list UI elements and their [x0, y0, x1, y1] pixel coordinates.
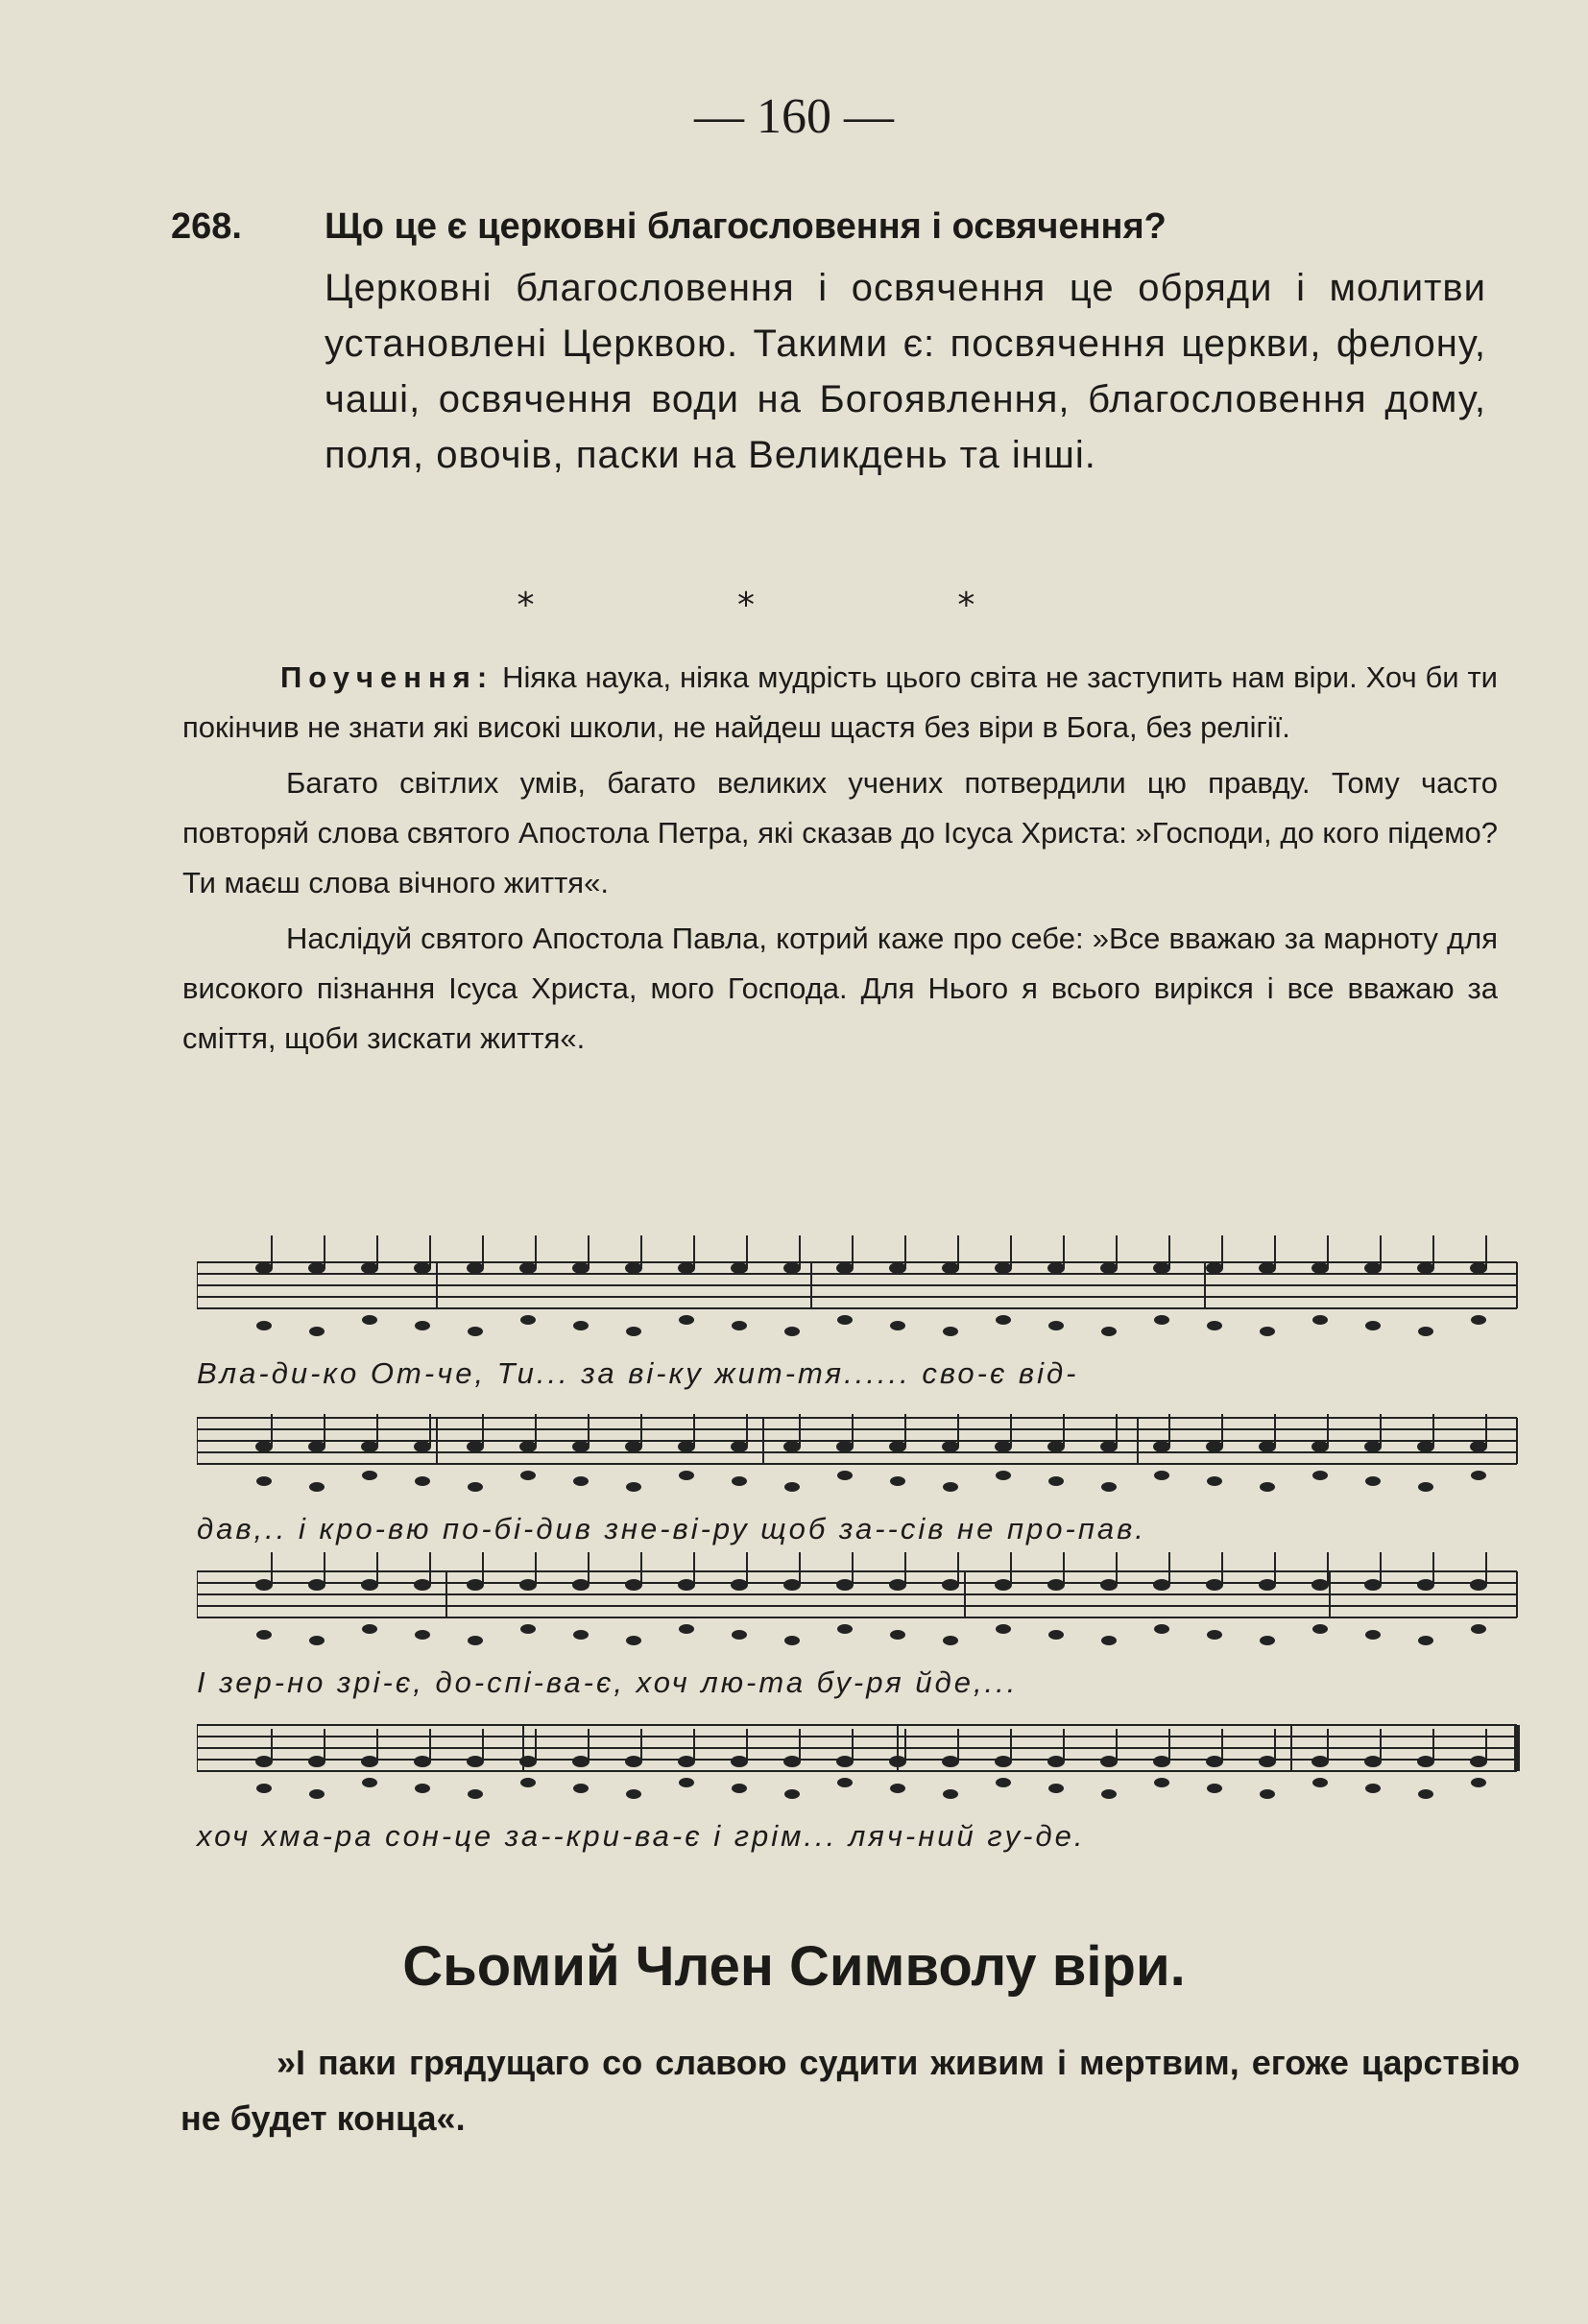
- note-head: [1364, 1262, 1382, 1274]
- note-head: [308, 1441, 325, 1452]
- note-head: [468, 1636, 483, 1645]
- note-head: [572, 1579, 589, 1591]
- note-head: [520, 1778, 536, 1787]
- note-head: [942, 1441, 959, 1452]
- note-head: [678, 1441, 695, 1452]
- note-head: [256, 1476, 272, 1486]
- note-head: [1047, 1262, 1065, 1274]
- note-head: [783, 1756, 801, 1767]
- note-head: [1206, 1262, 1223, 1274]
- note-head: [573, 1784, 589, 1793]
- note-head: [573, 1630, 589, 1640]
- note-head: [679, 1778, 694, 1787]
- note-head: [678, 1756, 695, 1767]
- note-head: [625, 1756, 642, 1767]
- lyric-line: Вла-ди-ко От-че, Ти... за ві-ку жит-тя...... сво-є від-: [197, 1356, 1079, 1390]
- note-head: [783, 1262, 801, 1274]
- note-head: [1206, 1756, 1223, 1767]
- note-head: [1154, 1471, 1169, 1480]
- note-head: [572, 1756, 589, 1767]
- note-head: [626, 1789, 641, 1799]
- note-head: [995, 1756, 1012, 1767]
- note-head: [1207, 1784, 1222, 1793]
- note-head: [1259, 1756, 1276, 1767]
- note-head: [308, 1262, 325, 1274]
- note-head: [361, 1756, 378, 1767]
- note-head: [626, 1636, 641, 1645]
- note-head: [1417, 1262, 1434, 1274]
- note-head: [362, 1315, 377, 1325]
- note-head: [1153, 1441, 1170, 1452]
- note-head: [1153, 1579, 1170, 1591]
- note-head: [415, 1784, 430, 1793]
- note-head: [1364, 1756, 1382, 1767]
- note-head: [1047, 1756, 1065, 1767]
- note-head: [784, 1789, 800, 1799]
- note-head: [731, 1262, 748, 1274]
- note-head: [836, 1441, 854, 1452]
- note-head: [732, 1630, 747, 1640]
- note-head: [837, 1471, 853, 1480]
- teaching-paragraph: Наслідуй святого Апостола Павла, котрий каже про себе: »Все вважаю за марноту для високого пізнання Ісуса Христа, мого Господа. Для Нього я всього вирікся і все вважаю за сміття, щоби зискати життя«.: [182, 922, 1498, 1055]
- note-head: [1470, 1441, 1487, 1452]
- note-head: [256, 1321, 272, 1330]
- note-head: [1153, 1262, 1170, 1274]
- note-head: [943, 1636, 958, 1645]
- note-head: [836, 1756, 854, 1767]
- note-head: [1365, 1321, 1381, 1330]
- note-head: [361, 1579, 378, 1591]
- note-head: [1207, 1321, 1222, 1330]
- note-head: [995, 1579, 1012, 1591]
- note-head: [678, 1579, 695, 1591]
- note-head: [996, 1315, 1011, 1325]
- note-head: [783, 1579, 801, 1591]
- note-head: [1417, 1441, 1434, 1452]
- note-head: [1048, 1476, 1064, 1486]
- note-head: [1259, 1579, 1276, 1591]
- note-head: [1206, 1579, 1223, 1591]
- note-head: [732, 1476, 747, 1486]
- note-head: [890, 1476, 905, 1486]
- note-head: [1047, 1441, 1065, 1452]
- note-head: [837, 1315, 853, 1325]
- note-head: [626, 1482, 641, 1492]
- page-number: — 160 —: [694, 89, 894, 144]
- note-head: [679, 1624, 694, 1634]
- note-head: [1311, 1441, 1329, 1452]
- note-head: [837, 1624, 853, 1634]
- note-head: [783, 1441, 801, 1452]
- note-head: [996, 1624, 1011, 1634]
- note-head: [679, 1471, 694, 1480]
- note-head: [467, 1756, 484, 1767]
- note-head: [1048, 1321, 1064, 1330]
- note-head: [1364, 1579, 1382, 1591]
- note-head: [1154, 1315, 1169, 1325]
- note-head: [1471, 1778, 1486, 1787]
- note-head: [255, 1441, 273, 1452]
- note-head: [309, 1482, 325, 1492]
- note-head: [1048, 1784, 1064, 1793]
- note-head: [889, 1756, 906, 1767]
- note-head: [995, 1441, 1012, 1452]
- note-head: [890, 1630, 905, 1640]
- note-head: [1418, 1636, 1433, 1645]
- note-head: [890, 1784, 905, 1793]
- note-head: [889, 1579, 906, 1591]
- note-head: [1311, 1756, 1329, 1767]
- question-title: Що це є церковні благословення і освячення?: [325, 206, 1167, 247]
- note-head: [309, 1636, 325, 1645]
- note-head: [1470, 1262, 1487, 1274]
- note-head: [1312, 1315, 1328, 1325]
- note-head: [1154, 1778, 1169, 1787]
- section-title: Сьомий Член Символу віри.: [402, 1935, 1186, 1998]
- music-staves: [197, 1234, 1531, 1867]
- note-head: [626, 1327, 641, 1336]
- note-head: [1101, 1789, 1117, 1799]
- note-head: [942, 1756, 959, 1767]
- note-head: [1365, 1784, 1381, 1793]
- note-head: [1259, 1441, 1276, 1452]
- note-head: [572, 1441, 589, 1452]
- note-head: [519, 1579, 537, 1591]
- note-head: [1207, 1630, 1222, 1640]
- note-head: [572, 1262, 589, 1274]
- note-head: [1417, 1756, 1434, 1767]
- note-head: [731, 1441, 748, 1452]
- note-head: [1047, 1579, 1065, 1591]
- note-head: [678, 1262, 695, 1274]
- note-head: [1260, 1482, 1275, 1492]
- note-head: [414, 1579, 431, 1591]
- note-head: [414, 1441, 431, 1452]
- note-head: [467, 1262, 484, 1274]
- question-number: 268.: [171, 206, 242, 247]
- note-head: [1100, 1262, 1118, 1274]
- note-head: [255, 1579, 273, 1591]
- note-head: [467, 1441, 484, 1452]
- teaching-label: Поучення:: [280, 660, 494, 694]
- note-head: [362, 1624, 377, 1634]
- note-head: [414, 1756, 431, 1767]
- note-head: [309, 1327, 325, 1336]
- note-head: [468, 1789, 483, 1799]
- note-head: [308, 1756, 325, 1767]
- note-head: [836, 1579, 854, 1591]
- note-head: [1207, 1476, 1222, 1486]
- section-divider-stars: * * *: [517, 586, 1071, 625]
- note-head: [415, 1476, 430, 1486]
- note-head: [943, 1482, 958, 1492]
- note-head: [890, 1321, 905, 1330]
- note-head: [256, 1784, 272, 1793]
- note-head: [1100, 1441, 1118, 1452]
- note-head: [573, 1476, 589, 1486]
- note-head: [309, 1789, 325, 1799]
- note-head: [837, 1778, 853, 1787]
- lyric-line: хоч хма-ра сон-це за--кри-ва-є і грім... ляч-ний гу-де.: [197, 1819, 1086, 1853]
- note-head: [731, 1756, 748, 1767]
- note-head: [520, 1624, 536, 1634]
- note-head: [468, 1327, 483, 1336]
- note-head: [415, 1321, 430, 1330]
- note-head: [1470, 1579, 1487, 1591]
- note-head: [256, 1630, 272, 1640]
- note-head: [1260, 1636, 1275, 1645]
- note-head: [362, 1471, 377, 1480]
- note-head: [1364, 1441, 1382, 1452]
- note-head: [415, 1630, 430, 1640]
- teaching-block: [182, 653, 1498, 1069]
- lyric-line: дав,.. і кро-вю по-бі-див зне-ві-ру щоб за--сів не про-пав.: [197, 1512, 1146, 1545]
- note-head: [996, 1778, 1011, 1787]
- note-head: [1471, 1624, 1486, 1634]
- note-head: [1418, 1789, 1433, 1799]
- note-head: [1048, 1630, 1064, 1640]
- teaching-paragraph: Багато світлих умів, багато великих учених потвердили цю правду. Тому часто повторяй слова святого Апостола Петра, які сказав до Ісуса Христа: »Господи, до кого підемо? Ти маєш слова вічного життя«.: [182, 766, 1498, 899]
- note-head: [362, 1778, 377, 1787]
- note-head: [1206, 1441, 1223, 1452]
- note-head: [732, 1784, 747, 1793]
- note-head: [943, 1789, 958, 1799]
- note-head: [361, 1441, 378, 1452]
- note-head: [414, 1262, 431, 1274]
- note-head: [1101, 1636, 1117, 1645]
- note-head: [1417, 1579, 1434, 1591]
- note-head: [942, 1262, 959, 1274]
- lyric-line: І зер-но зрі-є, до-спі-ва-є, хоч лю-та бу-ря йде,...: [197, 1665, 1019, 1699]
- note-head: [995, 1262, 1012, 1274]
- note-head: [1154, 1624, 1169, 1634]
- note-head: [1100, 1579, 1118, 1591]
- note-head: [784, 1327, 800, 1336]
- note-head: [467, 1579, 484, 1591]
- note-head: [996, 1471, 1011, 1480]
- note-head: [519, 1262, 537, 1274]
- note-head: [1365, 1630, 1381, 1640]
- note-head: [519, 1756, 537, 1767]
- teaching-paragraph: [182, 653, 1498, 753]
- note-head: [255, 1756, 273, 1767]
- note-head: [889, 1441, 906, 1452]
- note-head: [1311, 1579, 1329, 1591]
- note-head: [308, 1579, 325, 1591]
- note-head: [519, 1441, 537, 1452]
- note-head: [625, 1262, 642, 1274]
- note-head: [1101, 1327, 1117, 1336]
- note-head: [679, 1315, 694, 1325]
- note-head: [731, 1579, 748, 1591]
- note-head: [1260, 1327, 1275, 1336]
- note-head: [1311, 1262, 1329, 1274]
- note-head: [520, 1315, 536, 1325]
- note-head: [784, 1482, 800, 1492]
- note-head: [889, 1262, 906, 1274]
- note-head: [732, 1321, 747, 1330]
- note-head: [520, 1471, 536, 1480]
- note-head: [784, 1636, 800, 1645]
- note-head: [625, 1579, 642, 1591]
- note-head: [1471, 1315, 1486, 1325]
- creed-text: »І паки грядущаго со славою судити живим і мертвим, егоже царствію не будет конца«.: [180, 2043, 1520, 2138]
- note-head: [1153, 1756, 1170, 1767]
- music-score: [197, 1234, 1531, 1867]
- note-head: [942, 1579, 959, 1591]
- note-head: [1470, 1756, 1487, 1767]
- note-head: [1418, 1327, 1433, 1336]
- note-head: [1312, 1471, 1328, 1480]
- note-head: [1312, 1778, 1328, 1787]
- note-head: [625, 1441, 642, 1452]
- note-head: [836, 1262, 854, 1274]
- note-head: [468, 1482, 483, 1492]
- note-head: [1312, 1624, 1328, 1634]
- note-head: [255, 1262, 273, 1274]
- note-head: [1418, 1482, 1433, 1492]
- note-head: [1100, 1756, 1118, 1767]
- note-head: [573, 1321, 589, 1330]
- teaching-paragraph-text: Ніяка наука, ніяка мудрість цього світа не заступить нам віри. Хоч би ти покінчив не знати які високі школи, не найдеш щастя без віри в Бога, без релігії.: [182, 660, 1498, 744]
- note-head: [1365, 1476, 1381, 1486]
- question-answer: Церковні благословення і освячення це обряди і молитви установлені Церквою. Такими є: посвячення церкви, фелону, чаші, освячення води на Богоявлення, благословення дому, поля, овочів, паски на Великдень та інші.: [325, 267, 1486, 476]
- note-head: [1259, 1262, 1276, 1274]
- note-head: [1471, 1471, 1486, 1480]
- note-head: [943, 1327, 958, 1336]
- note-head: [361, 1262, 378, 1274]
- note-head: [1260, 1789, 1275, 1799]
- note-head: [1101, 1482, 1117, 1492]
